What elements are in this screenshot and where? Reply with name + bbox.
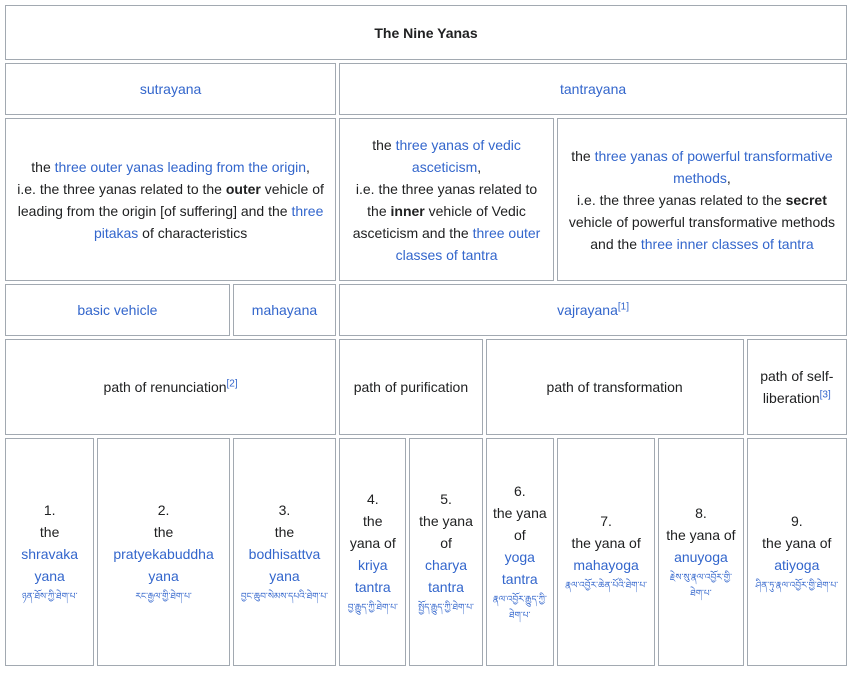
row-descriptions	[5, 118, 847, 281]
yana-prefix: the	[274, 524, 295, 540]
ref-2[interactable]: [2]	[226, 378, 238, 390]
yana-cell	[557, 438, 655, 666]
text: the	[31, 158, 55, 175]
link-yana-name[interactable]: anuyoga	[674, 549, 728, 565]
cell-outer-yanas	[5, 118, 336, 281]
ref-3[interactable]: [3]	[819, 389, 831, 401]
tibetan-name: བྱ་རྒྱུད་ཀྱི་ཐེག་པ་	[347, 603, 398, 613]
link-yana-name[interactable]: pratyekabuddha yana	[113, 546, 214, 584]
text: i.e. the three yanas related to the	[355, 180, 538, 219]
text: ,	[726, 169, 731, 186]
link-yana-name[interactable]: yoga tantra	[501, 549, 538, 587]
link-yana-name[interactable]: shravaka yana	[21, 546, 79, 584]
yana-prefix: the	[39, 524, 60, 540]
row-nine-yanas	[5, 438, 847, 666]
cell-basic-vehicle	[5, 284, 230, 336]
text: i.e. the three yanas related to the	[17, 180, 226, 197]
row-schools	[5, 284, 847, 336]
link-three-pitakas[interactable]: three pitakas	[93, 202, 324, 241]
link-outer-classes-tantra[interactable]: three outer classes of tantra	[395, 224, 541, 263]
cell-transformation	[486, 339, 744, 435]
cell-vedic-yanas	[339, 118, 554, 281]
text: ,	[477, 158, 482, 175]
text: of characteristics	[138, 224, 248, 241]
yana-prefix: the yana of	[492, 505, 547, 543]
cell-sutrayana	[5, 63, 336, 115]
yana-number: 4.	[366, 491, 379, 507]
tibetan-name: རང་རྒྱལ་གྱི་ཐེག་པ་	[135, 592, 192, 602]
link-yana-name[interactable]: atiyoga	[774, 557, 820, 573]
table-title	[5, 5, 847, 60]
text: the	[571, 147, 595, 164]
link-yana-name[interactable]: bodhisattva yana	[248, 546, 321, 584]
yana-cell	[5, 438, 94, 666]
yana-cell	[339, 438, 406, 666]
text: ,	[306, 158, 310, 175]
yana-prefix: the yana of	[666, 527, 736, 543]
link-yana-name[interactable]: kriya tantra	[354, 557, 391, 595]
yana-cell	[97, 438, 229, 666]
text: i.e. the three yanas related to the	[577, 191, 786, 208]
yana-cell	[409, 438, 482, 666]
link-yana-name[interactable]: charya tantra	[425, 557, 468, 595]
link-mahayana[interactable]: mahayana	[251, 302, 318, 318]
yana-cell	[233, 438, 336, 666]
yana-number: 6.	[513, 483, 526, 499]
nine-yanas-table	[2, 2, 850, 669]
tibetan-name: ཉན་ཐོས་ཀྱི་ཐེག་པ་	[21, 592, 78, 602]
yana-prefix: the yana of	[419, 513, 473, 551]
link-vedic-asceticism[interactable]: three yanas of vedic asceticism	[395, 136, 521, 175]
yana-number: 7.	[600, 513, 612, 529]
path-purification: path of purification	[353, 379, 469, 395]
row-paths	[5, 339, 847, 435]
row-vehicles	[5, 63, 847, 115]
yana-prefix: the yana of	[762, 535, 832, 551]
table-title-text: The Nine Yanas	[374, 24, 478, 41]
yana-prefix: the	[153, 524, 174, 540]
yana-number: 2.	[157, 502, 170, 518]
path-transformation: path of transformation	[546, 379, 683, 395]
tibetan-name: རྣལ་འབྱོར་ཆེན་པོའི་ཐེག་པ་	[565, 581, 648, 591]
yana-cell	[486, 438, 554, 666]
text: vehicle of leading from the origin [of suffering] and the	[17, 180, 324, 219]
bold-secret: secret	[785, 191, 827, 208]
link-transformative-methods[interactable]: three yanas of powerful transformative methods	[594, 147, 833, 186]
tibetan-name: རྗེས་སུ་རྣལ་འབྱོར་གྱི་ཐེག་པ་	[669, 573, 732, 599]
tibetan-name: བྱང་ཆུབ་སེམས་དཔའི་ཐེག་པ་	[240, 592, 329, 602]
link-vajrayana[interactable]: vajrayana	[557, 302, 618, 318]
bold-inner: inner	[390, 202, 425, 219]
link-basic-vehicle[interactable]: basic vehicle	[77, 302, 158, 318]
path-self-liberation: path of self-liberation	[760, 368, 834, 406]
tibetan-name: ཤིན་ཏུ་རྣལ་འབྱོར་གྱི་ཐེག་པ་	[755, 581, 839, 591]
path-renunciation: path of renunciation	[103, 379, 227, 395]
yana-number: 1.	[43, 502, 56, 518]
link-three-outer-yanas[interactable]: three outer yanas leading from the origin	[54, 158, 306, 175]
cell-purification	[339, 339, 483, 435]
title-row	[5, 5, 847, 60]
cell-vajrayana	[339, 284, 847, 336]
link-tantrayana[interactable]: tantrayana	[560, 81, 627, 97]
text: vehicle of Vedic asceticism and the	[352, 202, 526, 241]
cell-secret-yanas	[557, 118, 847, 281]
tibetan-name: སྤྱོད་རྒྱུད་ཀྱི་ཐེག་པ་	[418, 603, 474, 613]
yana-number: 3.	[278, 502, 291, 518]
yana-number: 9.	[790, 513, 803, 529]
yana-cell	[658, 438, 743, 666]
yana-prefix: the yana of	[349, 513, 396, 551]
yana-number: 5.	[440, 491, 452, 507]
text: the	[372, 136, 396, 153]
bold-outer: outer	[225, 180, 261, 197]
yana-cell	[747, 438, 847, 666]
yana-prefix: the yana of	[571, 535, 641, 551]
cell-mahayana	[233, 284, 336, 336]
link-inner-classes-tantra[interactable]: three inner classes of tantra	[640, 235, 814, 252]
link-sutrayana[interactable]: sutrayana	[139, 81, 202, 97]
yana-number: 8.	[695, 505, 707, 521]
cell-renunciation	[5, 339, 336, 435]
text: vehicle of powerful transformative methods and the	[568, 213, 836, 252]
link-yana-name[interactable]: mahayoga	[573, 557, 639, 573]
cell-self-liberation	[747, 339, 847, 435]
ref-1[interactable]: [1]	[617, 301, 629, 313]
cell-tantrayana	[339, 63, 847, 115]
tibetan-name: རྣལ་འབྱོར་རྒྱུད་ཀྱི་ཐེག་པ་	[492, 595, 547, 621]
